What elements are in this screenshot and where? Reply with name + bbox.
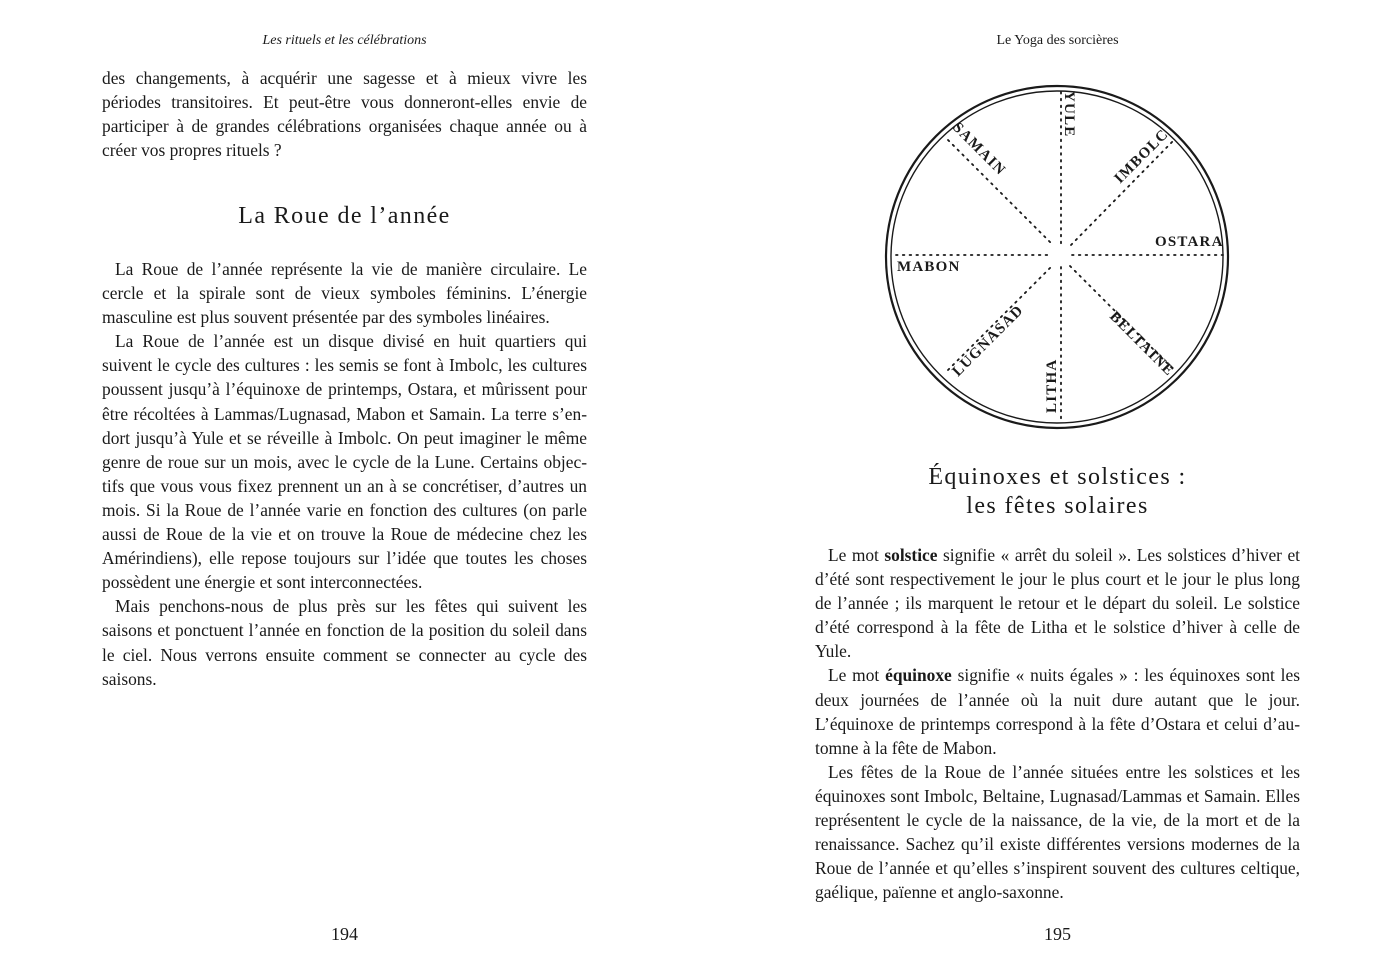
label-beltaine: BELTAINE <box>1106 308 1178 380</box>
section-body-equinoxes <box>815 543 1300 904</box>
text-run: Le mot <box>828 665 886 686</box>
section-body-roue <box>102 257 587 691</box>
page-number-right: 195 <box>1044 924 1071 944</box>
page-number-left: 194 <box>331 924 358 944</box>
paragraph-fetes: Les fêtes de la Roue de l’année situées entre les solstices et les équinoxes sont Imbolc, Beltaine, Lugnasad/Lammas et Samain. Elles représentent le cycle de la naissance, de la vie, de la mort et de la renaissance. Sachez qu’il existe différentes versions modernes de la Roue de l’année et qu’elles s’inspirent souvent des cultures celtique, gaélique, païenne et anglo-saxonne. <box>815 761 1300 903</box>
paragraph-solstice <box>815 543 1300 663</box>
label-imbolc: IMBOLC <box>1111 126 1173 187</box>
section-heading-equinoxes <box>815 463 1300 521</box>
text-run: signifie « nuits égales » : les équinoxes sont les deux journées de l’année où la nuit dure autant que le jour. L’équinoxe de printemps correspond à la fête d’Ostara et celui d’automne à la fête de Mabon. <box>815 665 1301 758</box>
text-run: Le mot <box>828 545 885 565</box>
text-run: signifie « arrêt du soleil ». Les solstices d’hiver et d’été sont respectivement le jour le plus court et le jour le plus long de l’année ; ils marquent le retour et le départ du soleil. Le solstice d’été correspond à la fête de Litha et le solstice d’hiver à celle de Yule. <box>815 545 1301 662</box>
section-heading-roue: La Roue de l’année <box>238 203 451 229</box>
label-yule: YULE <box>1061 91 1077 138</box>
term-solstice: solstice <box>884 545 938 565</box>
term-equinoxe: équinoxe <box>885 665 952 686</box>
label-mabon: MABON <box>897 259 961 275</box>
paragraph: La Roue de l’année est un disque divisé en huit quartiers qui suivent le cycle des cultures : les semis se font à Imbolc, les cultures poussent jusqu’à l’équinoxe de printemps, Ostara, et mûrissent pour être récoltées à Lammas/Lugnasad, Mabon et Samain. La terre s’endort jusqu’à Yule et se réveille à Imbolc. On peut imaginer le même genre de roue sur un mois, avec le cycle de la Lune. Certains objectifs que vous vous fixez prennent un an à se concrétiser, d’autres un mois. Si la Roue de l’année varie en fonction des cultures (on parle aussi de Roue de la vie et on trouve la Roue de médecine chez les Amérindiens), elle repose toujours sur l’idée que toutes les choses possèdent une énergie et sont interconnectées. <box>102 331 587 593</box>
paragraph-equinoxe <box>815 663 1300 759</box>
intro-paragraph: des changements, à acquérir une sagesse et à mieux vivre les périodes transitoires. Et peut-être vous donneront-elles envie de participer à de grandes célébrations organisées chaque année ou à créer vos propres rituels ? <box>102 68 587 161</box>
label-samain: SAMAIN <box>949 119 1009 179</box>
heading-line-1: Équinoxes et solstices : <box>928 464 1187 490</box>
label-lugnasad: LUGNASAD <box>949 302 1028 380</box>
right-page <box>700 0 1400 980</box>
running-head-left: Les rituels et les célébrations <box>262 33 427 48</box>
paragraph: La Roue de l’année représente la vie de manière circulaire. Le cercle et la spirale sont de vieux symboles féminins. L’énergie masculine est plus souvent présentée par des symboles linéaires. <box>102 259 587 328</box>
running-head-right: Le Yoga des sorcières <box>996 33 1119 48</box>
label-litha: LITHA <box>1044 358 1060 413</box>
intro-text <box>102 66 587 162</box>
paragraph: Mais penchons-nous de plus près sur les fêtes qui suivent les saisons et ponctuent l’année en fonction de la position du soleil dans le ciel. Nous verrons ensuite comment se connecter au cycle des saisons. <box>102 596 587 689</box>
wheel-of-year-diagram <box>882 82 1232 432</box>
label-ostara: OSTARA <box>1155 234 1224 250</box>
heading-line-2: les fêtes solaires <box>966 493 1149 519</box>
